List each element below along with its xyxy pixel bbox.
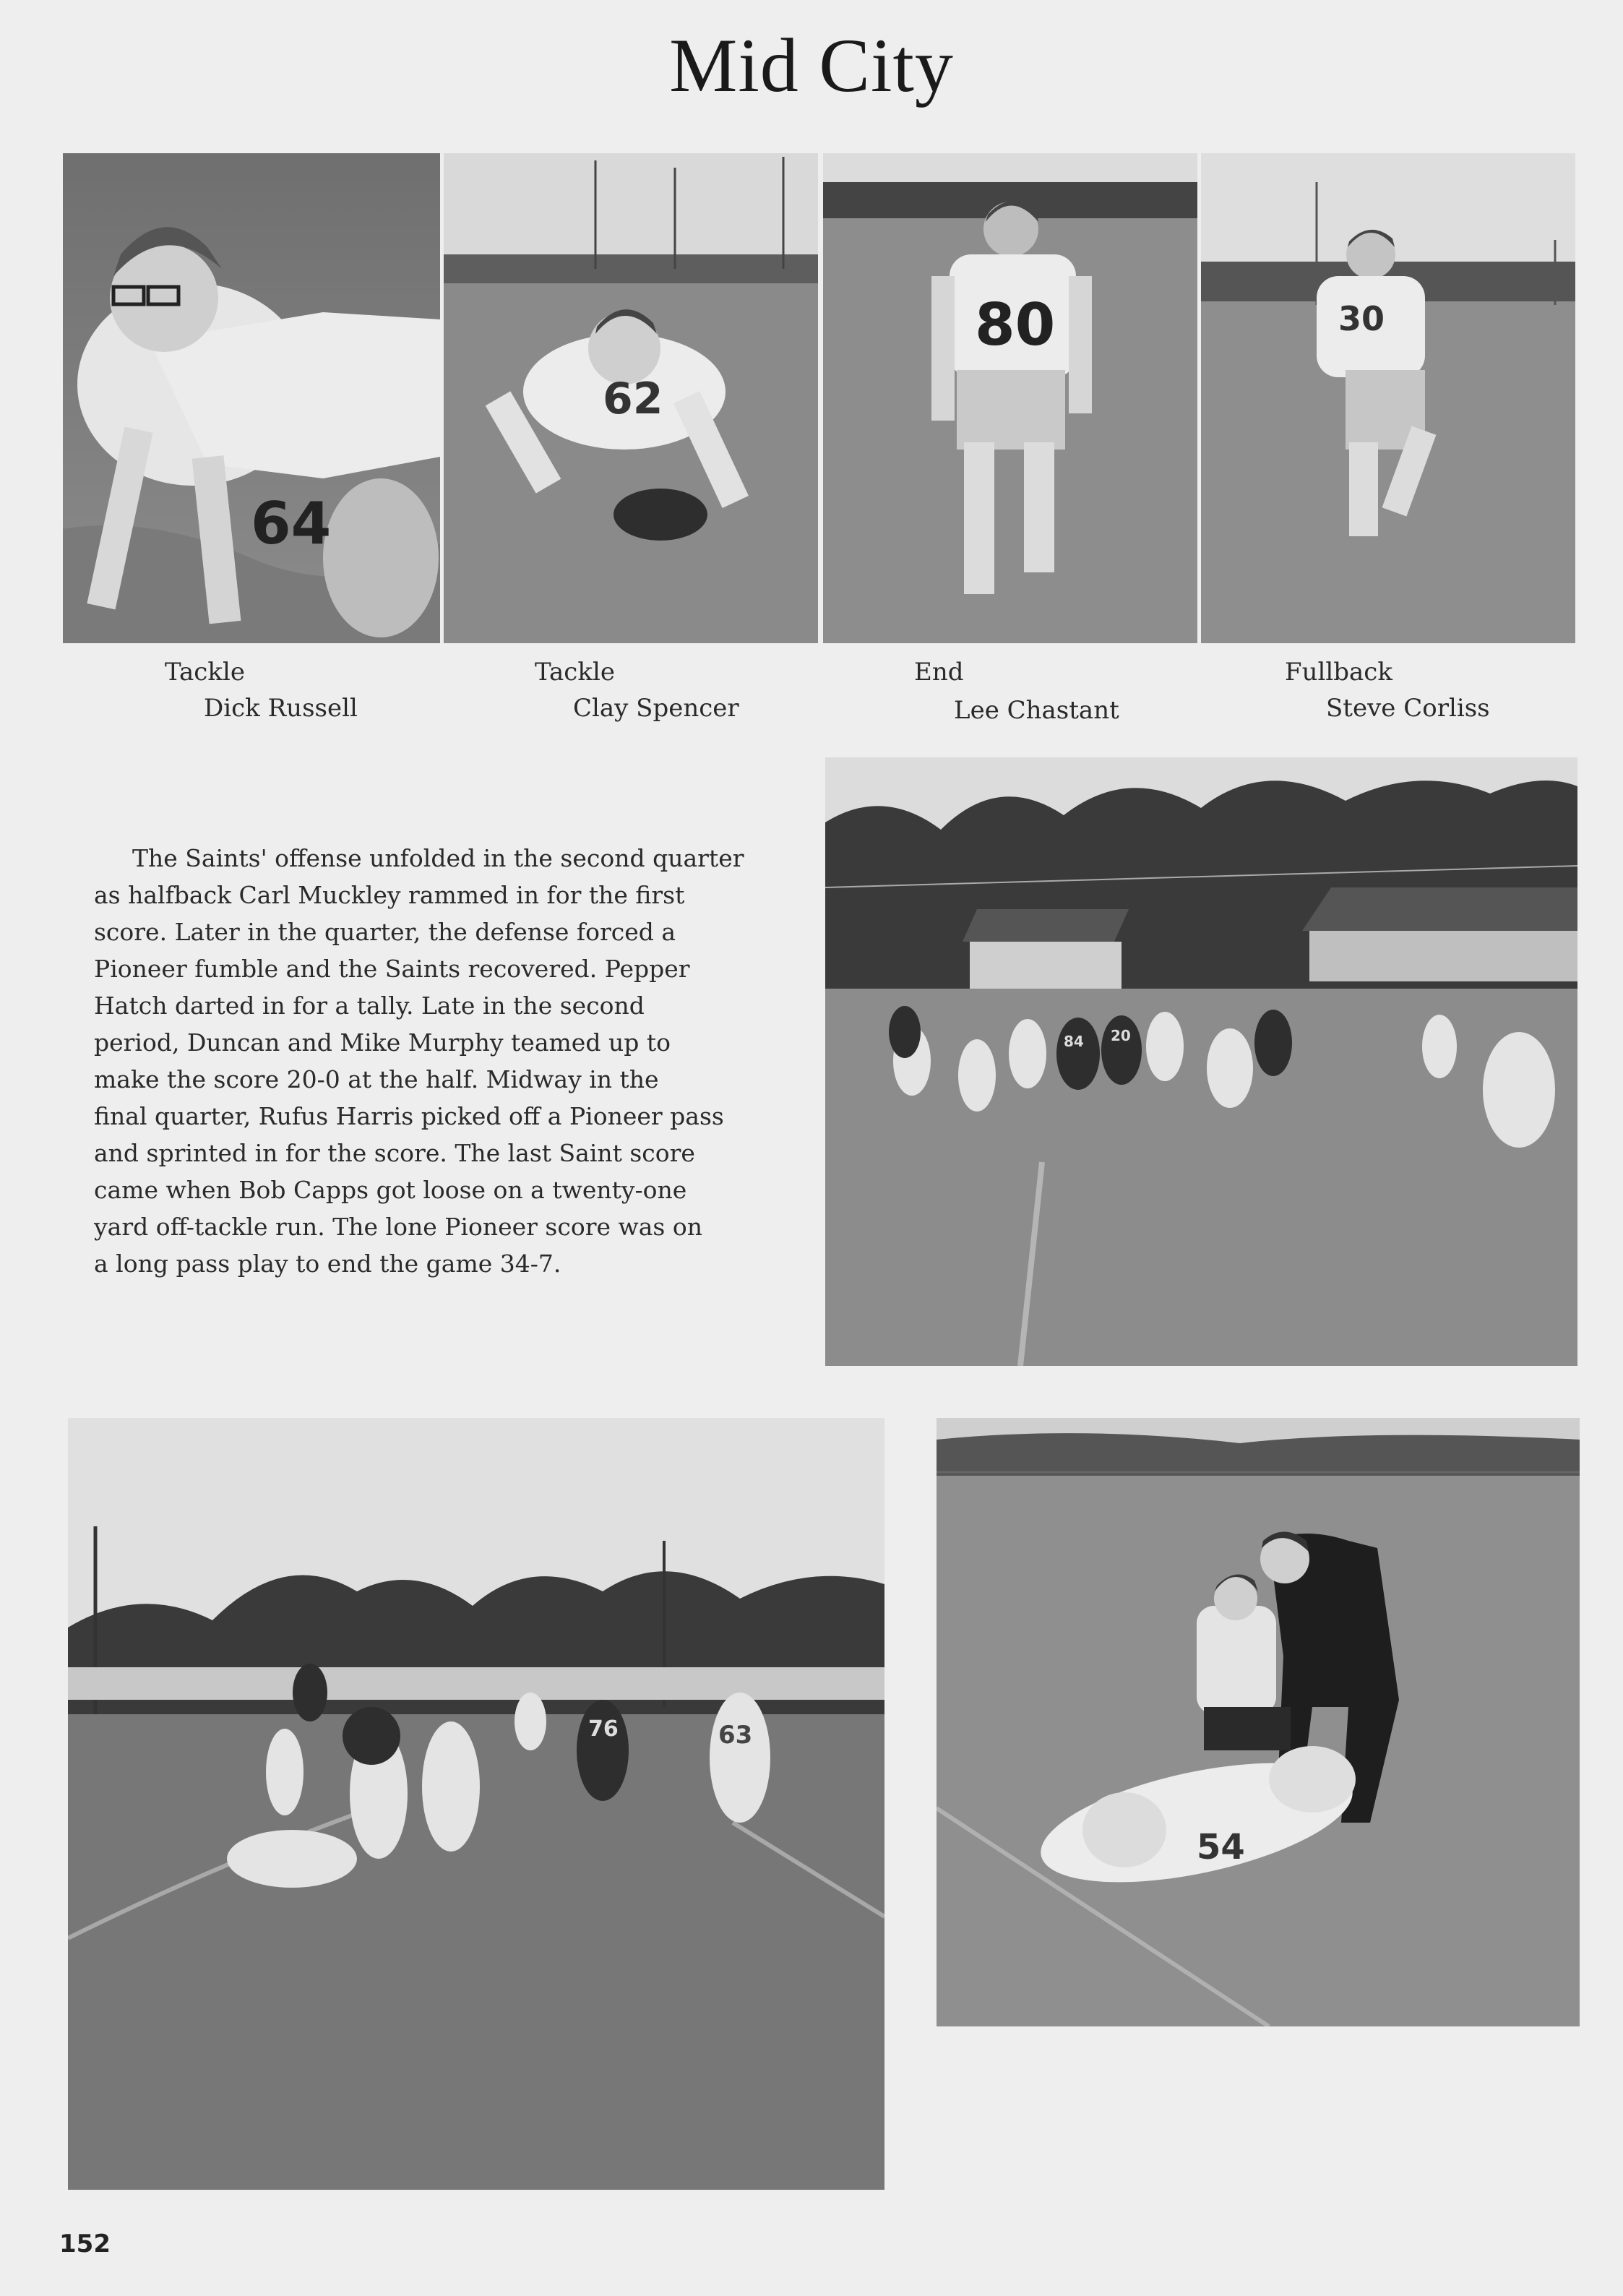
caption-name-1: Dick Russell (204, 694, 358, 723)
story-line: a long pass play to end the game 34-7. (94, 1250, 561, 1278)
story-line: Pioneer fumble and the Saints recovered. Pepper (94, 955, 690, 983)
jersey-number: 30 (1338, 299, 1385, 338)
page-title: Mid City (669, 23, 954, 108)
story-line: and sprinted in for the score. The last Saint score (94, 1139, 695, 1167)
photo-game-action-tackle (68, 1418, 884, 2190)
story-line: period, Duncan and Mike Murphy teamed up to (94, 1028, 671, 1057)
jersey-number: 63 (718, 1721, 753, 1750)
photo-game-action-houses (825, 757, 1577, 1366)
jersey-number: 62 (603, 374, 663, 424)
story-line: final quarter, Rufus Harris picked off a Pioneer pass (94, 1102, 724, 1130)
jersey-number: 54 (1197, 1827, 1245, 1867)
game-story (94, 840, 770, 1282)
jersey-number: 20 (1111, 1027, 1131, 1044)
jersey-number: 80 (975, 291, 1056, 358)
caption-position-1: Tackle (165, 658, 245, 687)
caption-name-3: Lee Chastant (954, 696, 1119, 725)
photo-injured-player (937, 1418, 1580, 2026)
page-number: 152 (59, 2230, 111, 2258)
story-line: score. Later in the quarter, the defense forced a (94, 918, 676, 946)
caption-name-4: Steve Corliss (1326, 694, 1490, 723)
story-line: came when Bob Capps got loose on a twenty-one (94, 1176, 687, 1204)
caption-position-2: Tackle (535, 658, 615, 687)
jersey-number: 84 (1064, 1033, 1084, 1050)
story-line: as halfback Carl Muckley rammed in for the first (94, 881, 685, 909)
photo-clay-spencer (444, 153, 818, 643)
story-line: yard off-tackle run. The lone Pioneer score was on (94, 1213, 702, 1241)
story-line: The Saints' offense unfolded in the second quarter (132, 844, 744, 872)
caption-position-3: End (914, 658, 964, 687)
caption-name-2: Clay Spencer (573, 694, 739, 723)
story-line: make the score 20-0 at the half. Midway in the (94, 1065, 659, 1093)
story-line: Hatch darted in for a tally. Late in the second (94, 992, 645, 1020)
jersey-number: 64 (251, 490, 332, 557)
photo-dick-russell (63, 153, 440, 643)
caption-position-4: Fullback (1285, 658, 1392, 687)
photo-lee-chastant (823, 153, 1197, 643)
jersey-number: 76 (588, 1716, 619, 1742)
photo-steve-corliss (1201, 153, 1575, 643)
